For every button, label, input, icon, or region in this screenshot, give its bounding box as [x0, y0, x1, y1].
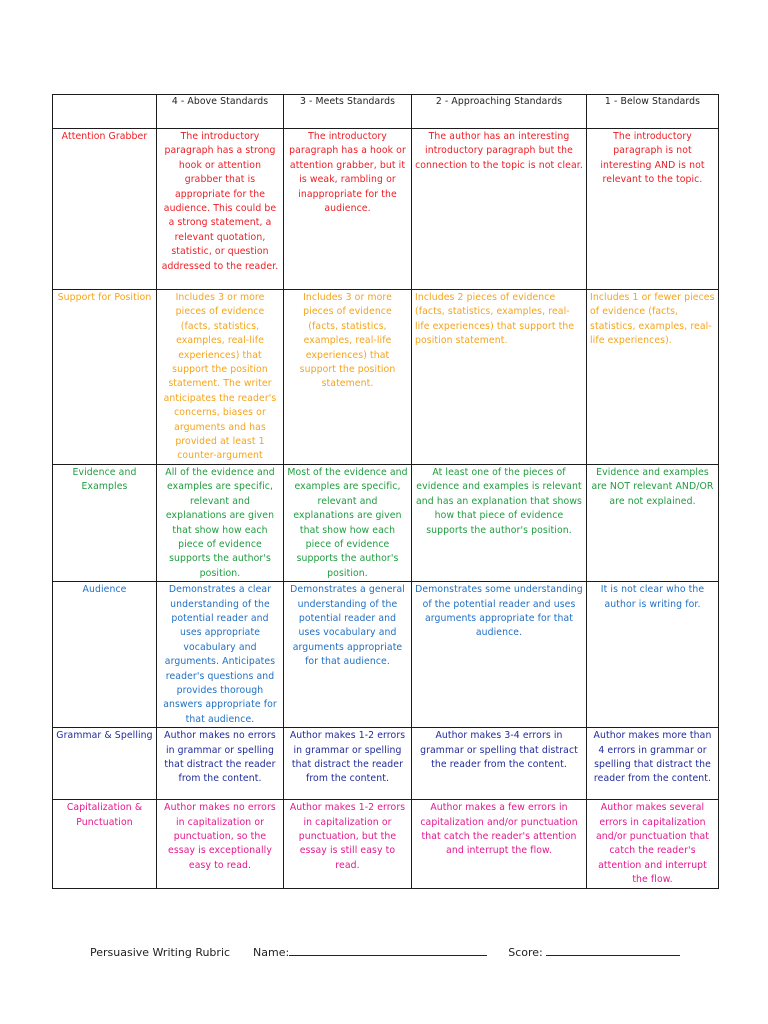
- table-row: [53, 290, 719, 465]
- cell-score-4: Demonstrates a clear understanding of the potential reader and uses appropriate vocabulary and arguments. Anticipates reader's questions and provides thorough answers appropriate for that audience.: [157, 582, 284, 728]
- cell-score-4: Includes 3 or more pieces of evidence (facts, statistics, examples, real-life experiences) that support the position statement. The writer anticipates the reader's concerns, biases or arguments and has provided at least 1 counter-argument: [157, 290, 284, 465]
- cell-score-1: Author makes more than 4 errors in grammar or spelling that distract the reader from the content.: [587, 728, 719, 800]
- footer-title: Persuasive Writing Rubric: [90, 946, 231, 959]
- header-cell-1: 1 - Below Standards: [587, 95, 719, 129]
- cell-score-3: Author makes 1-2 errors in grammar or spelling that distract the reader from the content.: [284, 728, 412, 800]
- criterion-capitalization-punctuation: Capitalization & Punctuation: [53, 800, 157, 888]
- header-cell-2: 2 - Approaching Standards: [412, 95, 587, 129]
- cell-score-3: Most of the evidence and examples are specific, relevant and explanations are given that show how each piece of evidence supports the author's position.: [284, 464, 412, 581]
- cell-score-2: Demonstrates some understanding of the potential reader and uses arguments appropriate for that audience.: [412, 582, 587, 728]
- cell-score-1: Author makes several errors in capitalization and/or punctuation that catch the reader's attention and interrupt the flow.: [587, 800, 719, 888]
- header-cell-3: 3 - Meets Standards: [284, 95, 412, 129]
- criterion-evidence-and-examples: Evidence and Examples: [53, 464, 157, 581]
- cell-score-2: At least one of the pieces of evidence and examples is relevant and has an explanation that shows how that piece of evidence supports the author's position.: [412, 464, 587, 581]
- cell-score-1: Includes 1 or fewer pieces of evidence (facts, statistics, examples, real-life experiences).: [587, 290, 719, 465]
- cell-score-4: The introductory paragraph has a strong hook or attention grabber that is appropriate for the audience. This could be a strong statement, a relevant quotation, statistic, or question addressed to the reader.: [157, 129, 284, 290]
- score-label: Score:: [508, 946, 543, 959]
- score-blank[interactable]: [546, 945, 680, 956]
- cell-score-1: Evidence and examples are NOT relevant AND/OR are not explained.: [587, 464, 719, 581]
- table-row: [53, 464, 719, 581]
- cell-score-1: The introductory paragraph is not interesting AND is not relevant to the topic.: [587, 129, 719, 290]
- criterion-grammar-spelling: Grammar & Spelling: [53, 728, 157, 800]
- criterion-attention-grabber: Attention Grabber: [53, 129, 157, 290]
- cell-score-3: Demonstrates a general understanding of the potential reader and uses vocabulary and arguments appropriate for that audience.: [284, 582, 412, 728]
- table-row: [53, 800, 719, 888]
- criterion-support-for-position: Support for Position: [53, 290, 157, 465]
- cell-score-2: Includes 2 pieces of evidence (facts, statistics, examples, real-life experiences) that support the position statement.: [412, 290, 587, 465]
- cell-score-3: The introductory paragraph has a hook or attention grabber, but it is weak, rambling or inappropriate for the audience.: [284, 129, 412, 290]
- footer: [90, 945, 680, 959]
- header-row: [53, 95, 719, 129]
- table-row: [53, 728, 719, 800]
- criterion-audience: Audience: [53, 582, 157, 728]
- cell-score-3: Includes 3 or more pieces of evidence (facts, statistics, examples, real-life experiences) that support the position statement.: [284, 290, 412, 465]
- table-row: [53, 582, 719, 728]
- cell-score-3: Author makes 1-2 errors in capitalization or punctuation, but the essay is still easy to read.: [284, 800, 412, 888]
- rubric-table: [52, 94, 719, 889]
- cell-score-2: Author makes a few errors in capitalization and/or punctuation that catch the reader's attention and interrupt the flow.: [412, 800, 587, 888]
- cell-score-4: Author makes no errors in grammar or spelling that distract the reader from the content.: [157, 728, 284, 800]
- cell-score-1: It is not clear who the author is writing for.: [587, 582, 719, 728]
- table-row: [53, 129, 719, 290]
- cell-score-2: The author has an interesting introductory paragraph but the connection to the topic is not clear.: [412, 129, 587, 290]
- header-cell-4: 4 - Above Standards: [157, 95, 284, 129]
- cell-score-2: Author makes 3-4 errors in grammar or spelling that distract the reader from the content.: [412, 728, 587, 800]
- header-cell-empty: [53, 95, 157, 129]
- cell-score-4: Author makes no errors in capitalization or punctuation, so the essay is exceptionally easy to read.: [157, 800, 284, 888]
- cell-score-4: All of the evidence and examples are specific, relevant and explanations are given that show how each piece of evidence supports the author's position.: [157, 464, 284, 581]
- name-label: Name:: [253, 946, 290, 959]
- name-blank[interactable]: [289, 945, 487, 956]
